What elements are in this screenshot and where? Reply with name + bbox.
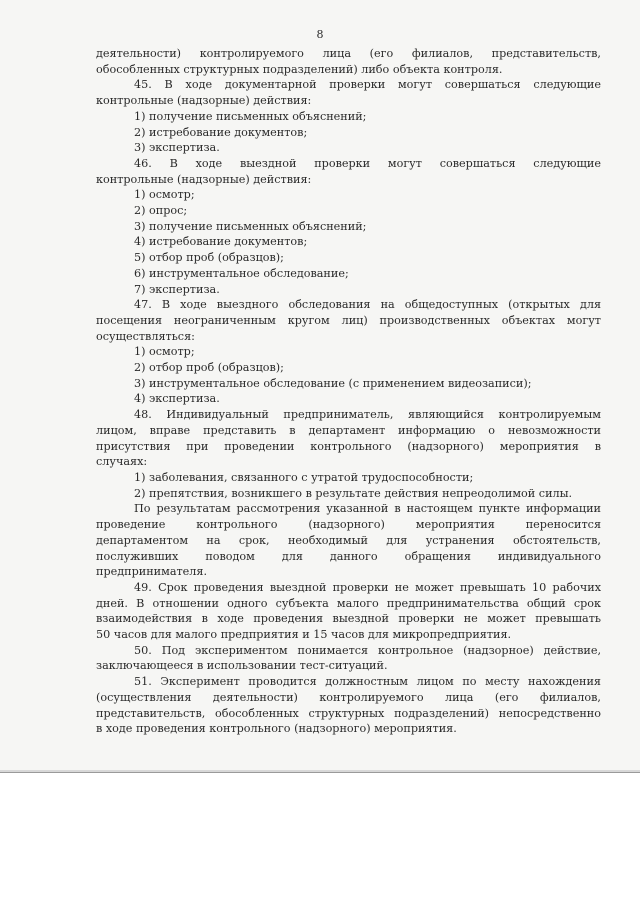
text-line: 3) получение письменных объяснений; [134,219,367,233]
text-line: 2) опрос; [134,204,188,218]
text-line: 6) инструментальное обследование; [134,266,349,280]
text-line: 1) заболевания, связанного с утратой трудоспособности; [134,470,474,484]
text-line: 3) экспертиза. [134,141,220,155]
page-number: 8 [316,28,324,41]
text-line: проведение контрольного (надзорного) мероприятия переносится [96,518,601,532]
text-line: 5) отбор проб (образцов); [134,251,284,265]
text-line: 1) получение письменных объяснений; [134,109,367,123]
text-line: 50 часов для малого предприятия и 15 часов для микропредприятия. [96,628,512,642]
text-line: 46. В ходе выездной проверки могут совершаться следующие [134,156,601,170]
text-line: в ходе проведения контрольного (надзорного) мероприятия. [96,722,457,736]
text-line: контрольные (надзорные) действия: [96,172,312,186]
text-line: 50. Под экспериментом понимается контрольное (надзорное) действие, [134,643,601,657]
text-line: 4) истребование документов; [134,235,308,249]
text-line: деятельности) контролируемого лица (его филиалов, представительств, [96,47,601,60]
text-line: случаях: [96,455,148,469]
document-body [96,46,601,737]
text-line: обособленных структурных подразделений) либо объекта контроля. [96,62,503,76]
text-line: 48. Индивидуальный предприниматель, являющийся контролируемым [134,408,601,422]
text-line: 2) отбор проб (образцов); [134,361,284,375]
text-line: 51. Эксперимент проводится должностным лицом по месту нахождения [134,675,601,689]
text-line: контрольные (надзорные) действия: [96,94,312,108]
text-line: По результатам рассмотрения указанной в настоящем пункте информации [134,502,601,516]
text-line: послуживших поводом для данного обращения индивидуального [96,549,601,563]
text-line: 1) осмотр; [134,345,195,359]
text-line: лицом, вправе представить в департамент информацию о невозможности [96,423,601,437]
text-line: 2) истребование документов; [134,125,308,139]
text-line: посещения неограниченным кругом лиц) производственных объектах могут [96,313,601,327]
text-line: департаментом на срок, необходимый для устранения обстоятельств, [96,533,601,547]
text-line: 49. Срок проведения выездной проверки не может превышать 10 рабочих [134,580,601,594]
text-line: 1) осмотр; [134,188,195,202]
text-line: представительств, обособленных структурных подразделений) непосредственно [96,706,601,720]
text-line: 3) инструментальное обследование (с применением видеозаписи); [134,376,532,390]
text-line: осуществляться: [96,329,195,343]
text-line: заключающееся в использовании тест-ситуаций. [96,659,388,673]
text-line: 4) экспертиза. [134,392,220,406]
text-line: присутствия при проведении контрольного (надзорного) мероприятия в [96,439,601,453]
text-line: 2) препятствия, возникшего в результате действия непреодолимой силы. [134,486,573,500]
text-line: предпринимателя. [96,565,208,579]
text-line: дней. В отношении одного субъекта малого предпринимательства общий срок [96,596,601,610]
text-line: 7) экспертиза. [134,282,220,296]
text-line: 45. В ходе документарной проверки могут совершаться следующие [134,78,601,92]
text-line: 47. В ходе выездного обследования на общедоступных (открытых для [134,298,601,312]
text-line: (осуществления деятельности) контролируемого лица (его филиалов, [96,690,601,704]
text-line: взаимодействия в ходе проведения выездной проверки не может превышать [96,612,601,626]
